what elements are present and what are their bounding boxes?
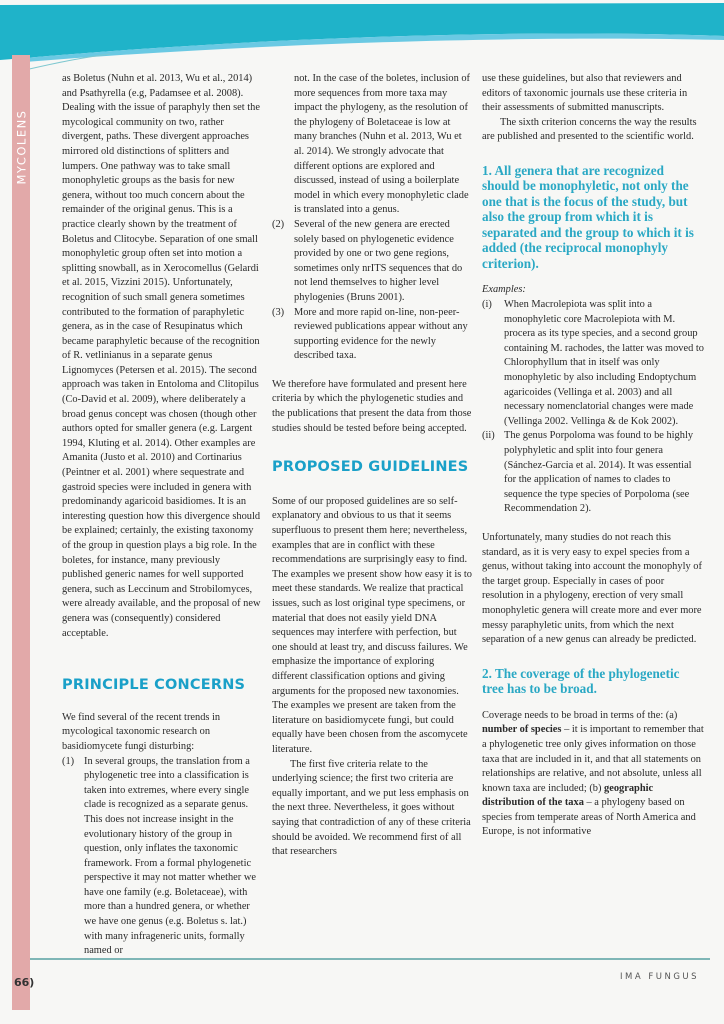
concerns-list xyxy=(62,755,262,959)
column-2 xyxy=(272,72,472,860)
guideline-heading-2: 2. The coverage of the phylogenetic tree has to be broad. xyxy=(482,665,680,697)
paragraph: We therefore have formulated and present here criteria by which the phylogenetic studies and the publications that present the data from those studies should be tested before being accepted. xyxy=(272,378,472,434)
journal-name: IMA FUNGUS xyxy=(620,972,700,982)
column-3 xyxy=(482,72,704,840)
concerns-list-continued xyxy=(272,72,472,364)
paragraph: The first five criteria relate to the underlying science; the first two criteria are equally important, and we put less emphasis on the next three. Nevertheless, it goes without saying that contradiction of any of these criteria should be avoided. We recommend first of all that researchers xyxy=(272,758,471,858)
list-item: (ii) The genus Porpoloma was found to be highly polyphyletic and split into four genera (Sánchez-Garcia et al. 2014). It was essential for the application of names to clades to sequence the type species of Porpoloma (see Recommendation 2). xyxy=(482,430,694,515)
section-heading-principle-concerns: PRINCIPLE CONCERNS xyxy=(62,677,246,694)
page-number: 66) xyxy=(14,976,35,989)
guideline-heading-1: 1. All genera that are recognized should be monophyletic, not only the one that is the focus of the study, but also the group from which it is separated and the group to which it is added (the reciprocal monophyly criterion). xyxy=(482,162,694,271)
list-item: (3) More and more rapid on-line, non-peer-reviewed publications appear without any supporting evidence for the newly described taxa. xyxy=(272,306,468,362)
list-item: not. In the case of the boletes, inclusion of more sequences from more taxa may impact the phylogeny, as the resolution of the phylogeny of Boletaceae is low at many branches (Nuhn et al. 2013, Wu et al. 2014). We strongly advocate that different options are explored and discussed, instead of using a boilerplate model in which every monophyletic clade is translated into a genus. xyxy=(294,73,471,216)
column-1 xyxy=(62,72,262,959)
paragraph: Unfortunately, many studies do not reach this standard, as it is very easy to expel species from a genus, without taking into account the monophyly of the target group. Especially in cases of poor resolution in a phylogeny, erection of very small monophyletic genera will create more and ever more messy paraphyletic units, from which the next separation of a new genus can already be predicted. xyxy=(482,531,702,646)
list-item: (1) In several groups, the translation from a phylogenetic tree into a classification is taken into extremes, where every single clade is recognized as a separate genus. This does not increase insight in the evolutionary history of the group in question, only inflates the taxonomic framework. From a formal phylogenetic perspective it may not matter whether we have one family (e.g. Boletaceae), with more than a hundred genera, or whether we have one genus (e.g. Boletus s. lat.) with many infrageneric units, formally named or xyxy=(62,755,256,957)
section-heading-proposed-guidelines: PROPOSED GUIDELINES xyxy=(272,459,469,476)
header-decoration-band xyxy=(0,0,724,70)
examples-label: Examples: xyxy=(482,284,526,296)
list-item: (i) When Macrolepiota was split into a monophyletic core Macrolepiota with M. procera as its type species, and a second group containing M. rachodes, the latter was moved to Chlorophyllum that in itself was only monophyletic by also including Endoptychum agaricoides (Vellinga et al. 2003) and all necessary nomenclatorial changes were made (Vellinga 2002. Vellinga & de Kok 2002). xyxy=(482,299,704,427)
examples-list xyxy=(482,298,704,517)
paragraph: use these guidelines, but also that reviewers and editors of taxonomic journals use these criteria in their assessments of submitted manuscripts. xyxy=(482,73,688,114)
paragraph: The sixth criterion concerns the way the results are published and presented to the scientific world. xyxy=(482,116,697,143)
footer-rule xyxy=(30,958,710,960)
list-item: (2) Several of the new genera are erected solely based on phylogenetic evidence provided by one or two gene regions, sometimes only nrITS sequences that do not lend themselves to higher level phylogenies (Bruns 2001). xyxy=(272,218,463,303)
paragraph: Some of our proposed guidelines are so self-explanatory and obvious to us that it seems superfluous to present them here; nevertheless, examples that are in conflict with these recommendations are surprisingly easy to find. The examples we present show how easy it is to meet these standards. We realize that practical issues, such as lost original type specimens, or material that does not easily yield DNA sequences may interfere with perfection, but one should at least try, and discuss failures. We emphasize the importance of exploring different classification options and giving arguments for the proposed new taxonomies. The examples we present are taken from the literature on basidiomycete fungi, but could equally have been chosen from the ascomycete literature. xyxy=(272,495,472,755)
paragraph: as Boletus (Nuhn et al. 2013, Wu et al., 2014) and Psathyrella (e.g, Padamsee et al. 2008). Dealing with the issue of paraphyly then set the mycological community on two, rather divergent, paths. These divergent approaches mirrored old distinctions of splitters and lumpers. One pathway was to take small monophyletic groups as the basis for new genera, without too much concern about the remainder of the original genus. This is a practice clearly shown by the treatment of Boletus and Clitocybe. Separation of one small monophyletic group often set into motion a splitting snowball, as in Xerocomellus (Gelardi et al. 2015, Vizzini 2015). Unfortunately, recognition of such small genera sometimes contributed to the formation of paraphyletic genera, as in the case of Resupinatus which became paraphyletic because of the recognition of R. vetlinianus in a separate genus Lignomyces (Petersen et al. 2015). The second approach was taken in Entoloma and Clitopilus (Co-David et al. 2009), where deliberately a broad genus concept was chosen (though other authors opted for smaller genera (e.g. Largent 1994, Kluting et al. 2014). Other examples are Amanita (Justo et al. 2010) and Cortinarius (Peintner et al. 2001) where sequestrate and gastroid species were included in genera with predominandy agaricoid basidiomes. It is an interesting question how this divergence should be explained; certainly, the existing taxonomy of the group in question plays a big role. In the boletes, for instance, many previously published generic names for well supported genera, such as Leccinum and Strobilomyces, were already available, and the proposal of new genera was (consequently) considered acceptable. xyxy=(62,73,261,639)
paragraph: Coverage needs to be broad in terms of the: (a) number of species – it is important to remember that a phylogenetic tree only gives information on those taxa that are included in it, and that all statements on relationships are relative, and not absolute, unless all known taxa are included; (b) geographic distribution of the taxa – a phylogeny based on species from temperate areas of North America and Europe, is not informative xyxy=(482,709,704,838)
paragraph: We find several of the recent trends in mycological taxonomic research on basidiomycete fungi disturbing: xyxy=(62,711,221,752)
section-label: MYCOLENS xyxy=(14,109,29,185)
